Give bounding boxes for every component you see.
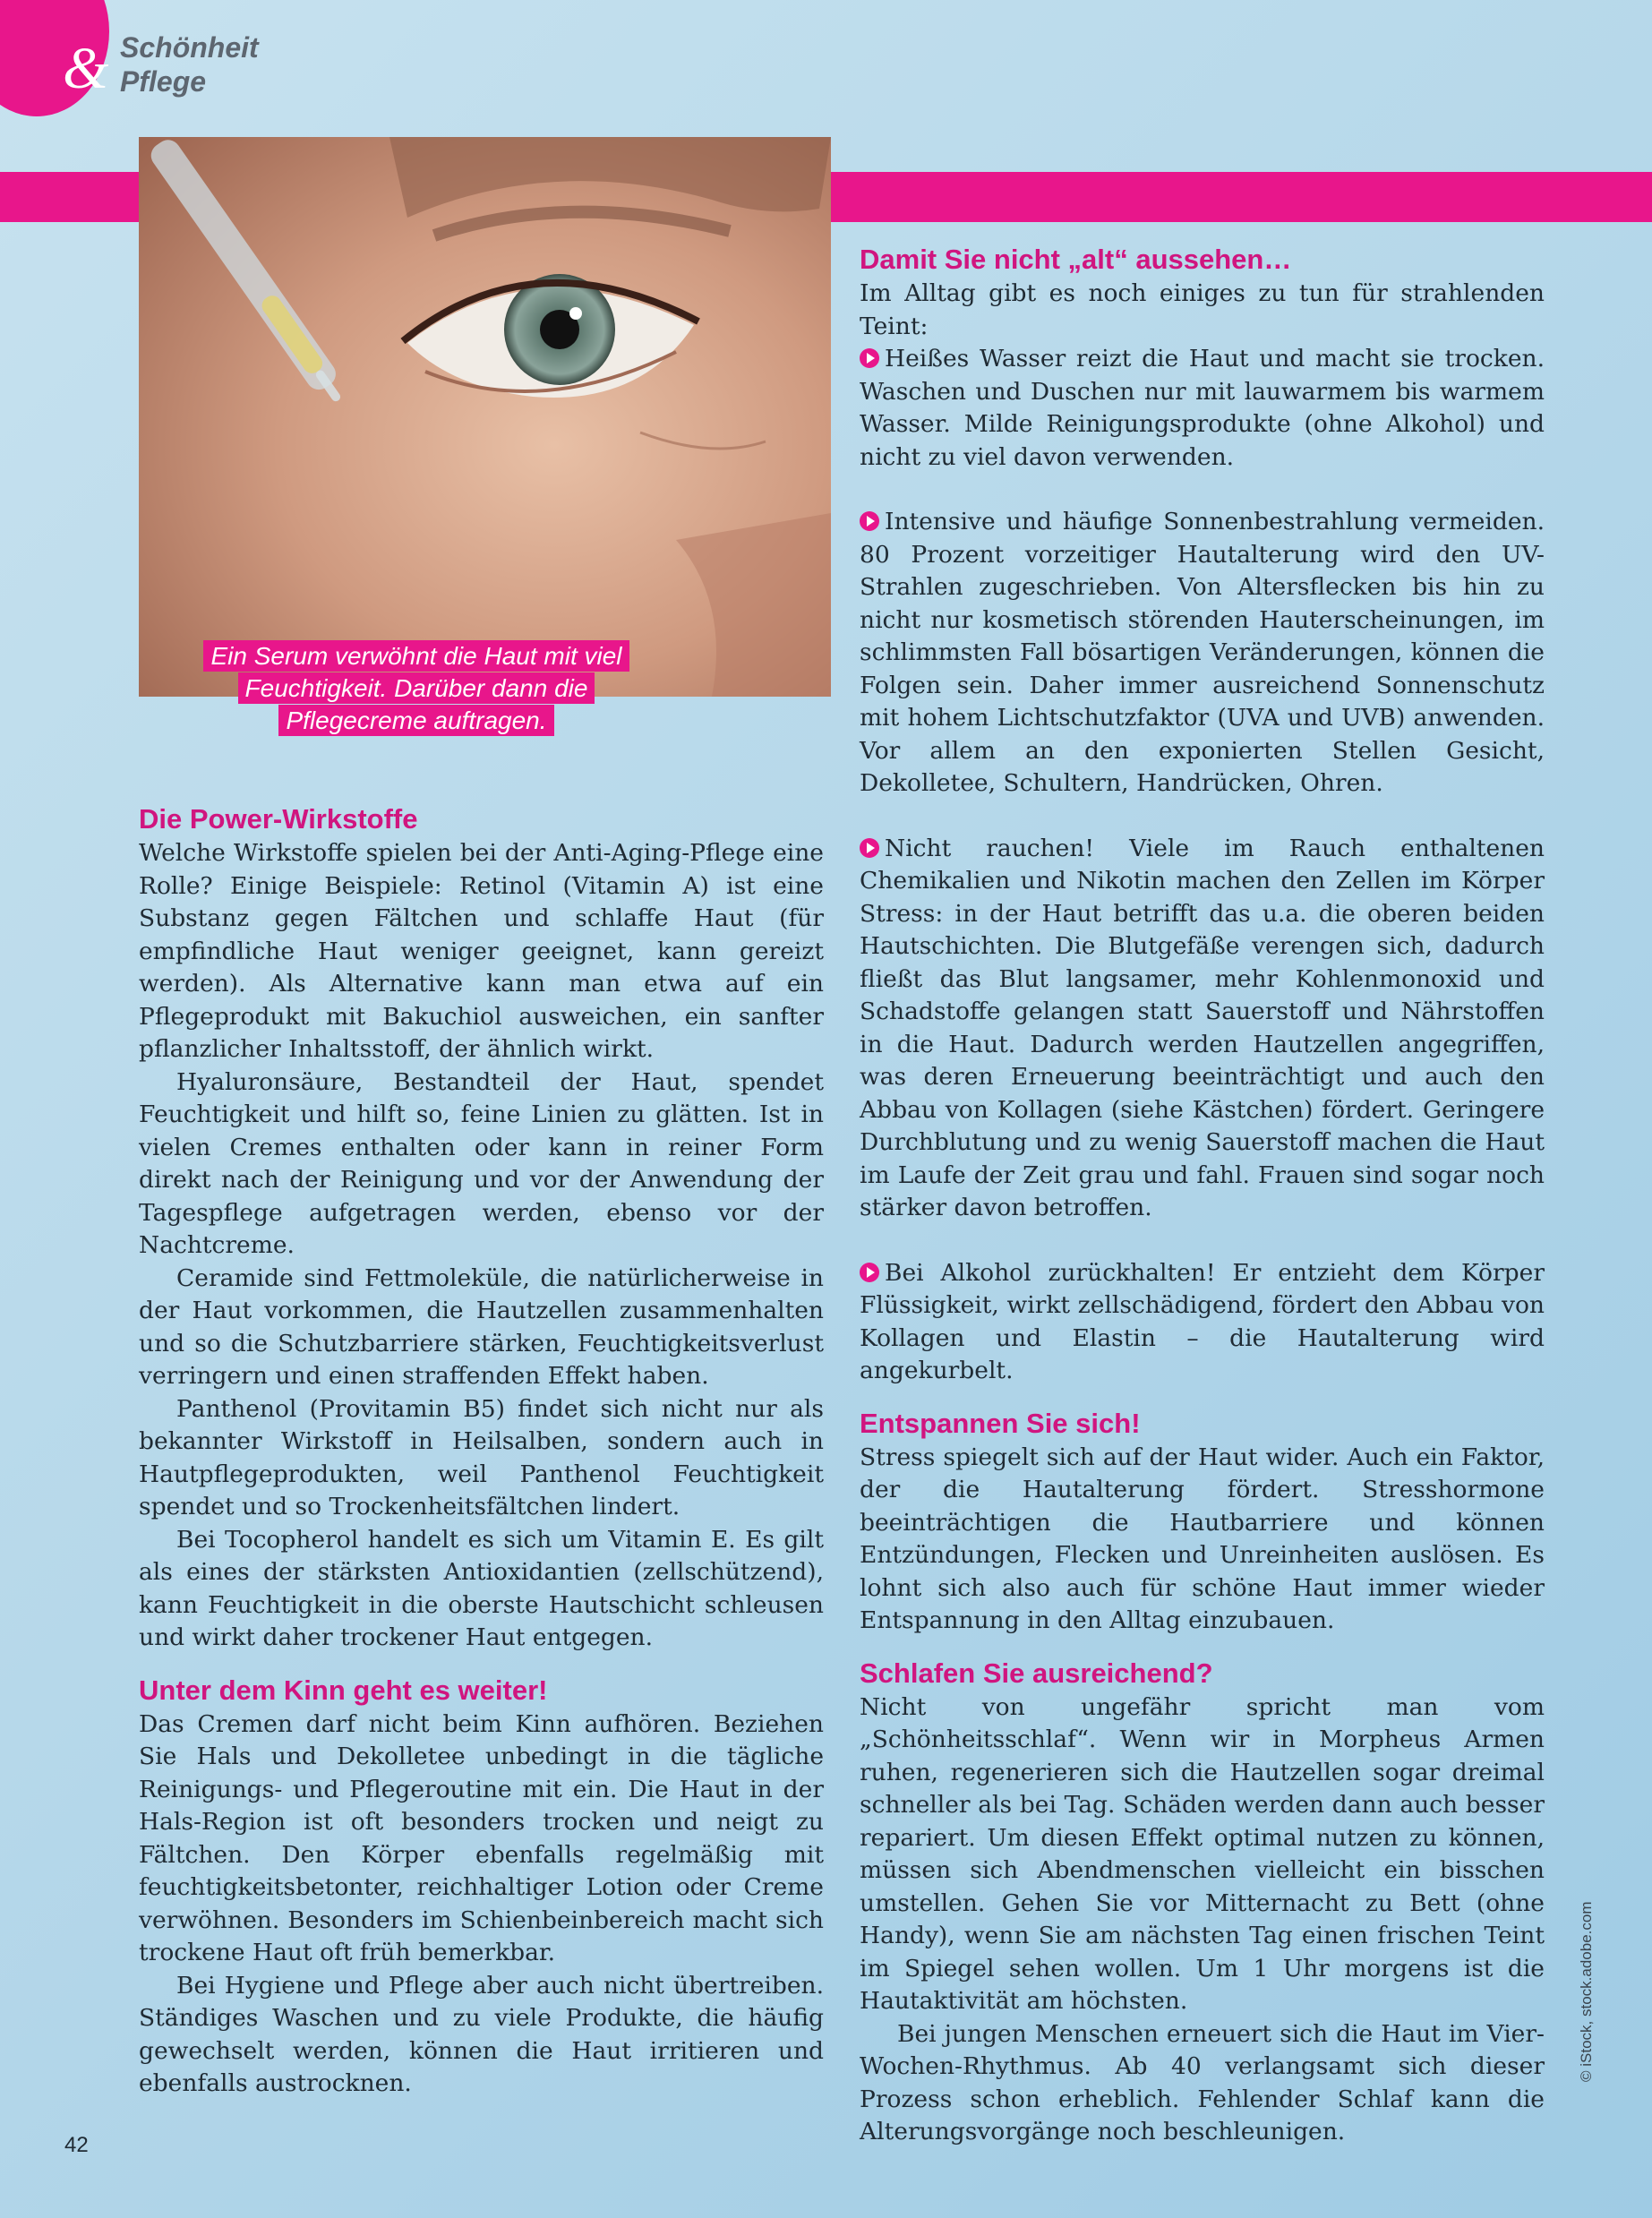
section-title-line2: Pflege bbox=[120, 65, 207, 98]
left-column bbox=[139, 801, 824, 2101]
page-number: 42 bbox=[64, 2133, 89, 2157]
paragraph: Im Alltag gibt es noch einiges zu tun für strahlenden Teint: bbox=[860, 279, 1545, 340]
section-title bbox=[120, 30, 259, 98]
paragraph: Bei jungen Menschen erneuert sich die Haut im Vier-Wochen-Rhythmus. Ab 40 verlangsamt sich dieser Prozess schon erheblich. Fehlender Schlaf kann die Alterungsvorgänge noch beschleunigen. bbox=[860, 2019, 1545, 2145]
paragraph: Welche Wirkstoffe spielen bei der Anti-Aging-Pflege eine Rolle? Einige Beispiele: Retinol (Vitamin A) ist eine Substanz gegen Fältchen und schlaffe Haut (für empfindliche Haut weniger geeignet, kann gereizt werden). Als Alternative kann man etwa auf ein Pflegeprodukt mit Bakuchiol ausweichen, ein sanfter pflanzlicher Inhaltsstoff, der ähnlich wirkt. bbox=[139, 839, 824, 1063]
heading-entspannen-sie-sich: Entspannen Sie sich! bbox=[860, 1407, 1141, 1439]
paragraph: Das Cremen darf nicht beim Kinn aufhören. Beziehen Sie Hals und Dekolletee unbedingt in die tägliche Reinigungs- und Pflegeroutine mit ein. Die Haut in der Hals-Region ist oft besonders trocken und neigt zu Fältchen. Den Körper ebenfalls regelmäßig mit feuchtigkeitsbetonter, reichhaltiger Lotion oder Creme verwöhnen. Besonders im Schienbeinbereich macht sich trockene Haut oft früh bemerkbar. bbox=[139, 1709, 824, 1966]
photo-caption bbox=[201, 640, 631, 737]
paragraph: Ceramide sind Fettmoleküle, die natürlicherweise in der Haut vorkommen, die Hautzellen zusammenhalten und so die Schutzbarriere stärken, Feuchtigkeitsverlust verringern und einen straffenden Effekt haben. bbox=[139, 1263, 824, 1390]
bullet-paragraph bbox=[860, 506, 1545, 801]
right-column bbox=[860, 242, 1545, 2149]
play-bullet-icon bbox=[860, 1263, 879, 1282]
bullet-paragraph bbox=[860, 833, 1545, 1225]
play-bullet-icon bbox=[860, 348, 879, 368]
play-bullet-icon bbox=[860, 511, 879, 531]
photo-caption-text: Ein Serum verwöhnt die Haut mit viel Feuchtigkeit. Darüber dann die Pflegecreme auftragen. bbox=[203, 640, 629, 736]
bullet-text: Heißes Wasser reizt die Haut und macht sie trocken. Waschen und Duschen nur mit lauwarmem bis warmem Wasser. Milde Reinigungsprodukte (ohne Alkohol) und nicht zu viel davon verwenden. bbox=[860, 345, 1545, 471]
eye-serum-photo bbox=[139, 137, 831, 697]
paragraph: Hyaluronsäure, Bestandteil der Haut, spendet Feuchtigkeit und hilft so, feine Linien zu glätten. Ist in vielen Cremes enthalten oder kann in reiner Form direkt nach der Reinigung und vor der Anwendung der Tagespflege aufgetragen werden, ebenso vor der Nachtcreme. bbox=[139, 1067, 824, 1259]
bullet-paragraph bbox=[860, 343, 1545, 474]
paragraph: Bei Hygiene und Pflege aber auch nicht übertreiben. Ständiges Waschen und zu viele Produkte, die häufig gewechselt werden, können die Haut irritieren und ebenfalls austrocknen. bbox=[139, 1971, 824, 2097]
heading-unter-dem-kinn: Unter dem Kinn geht es weiter! bbox=[139, 1674, 548, 1706]
section-title-line1: Schönheit bbox=[120, 31, 259, 64]
paragraph: Bei Tocopherol handelt es sich um Vitamin E. Es gilt als eines der stärksten Antioxidantien (zellschützend), kann Feuchtigkeit in die oberste Hautschicht schleusen und wirkt daher trockener Haut entgegen. bbox=[139, 1525, 824, 1651]
ampersand-mark: & bbox=[63, 36, 109, 101]
heading-schlafen-sie-ausreichend: Schlafen Sie ausreichend? bbox=[860, 1657, 1213, 1689]
paragraph: Panthenol (Provitamin B5) findet sich nicht nur als bekannter Wirkstoff in Heilsalben, sondern auch in Hautpflegeprodukten, weil Panthenol Feuchtigkeit spendet und so Trockenheitsfältchen lindert. bbox=[139, 1394, 824, 1520]
photo-credit: © iStock, stock.adobe.com bbox=[1578, 1901, 1595, 2082]
heading-damit-sie-nicht-alt-aussehen: Damit Sie nicht „alt“ aussehen… bbox=[860, 244, 1292, 275]
paragraph: Nicht von ungefähr spricht man vom „Schönheitsschlaf“. Wenn wir in Morpheus Armen ruhen, regenerieren sich die Hautzellen sogar dreimal schneller als bei Tag. Schäden werden dann auch besser repariert. Um diesen Effekt optimal nutzen zu können, müssen sich Abendmenschen vielleicht ein bisschen umstellen. Gehen Sie vor Mitternacht zu Bett (ohne Handy), wenn Sie am nächsten Tag einen frischen Teint im Spiegel sehen wollen. Um 1 Uhr morgens ist die Hautaktivität am höchsten. bbox=[860, 1692, 1545, 2015]
bullet-text: Bei Alkohol zurückhalten! Er entzieht dem Körper Flüssigkeit, wirkt zellschädigend, fördert den Abbau von Kollagen und Elastin – die Hautalterung wird angekurbelt. bbox=[860, 1258, 1545, 1384]
heading-power-wirkstoffe: Die Power-Wirkstoffe bbox=[139, 803, 418, 835]
bullet-text: Intensive und häufige Sonnenbestrahlung vermeiden. 80 Prozent vorzeitiger Hautalterung wird den UV-Strahlen zugeschrieben. Von Altersflecken bis hin zu nicht nur kosmetisch störenden Hauterscheinungen, im schlimmsten Fall bösartigen Veränderungen, können die Folgen sein. Daher immer ausreichend Sonnenschutz mit hohem Lichtschutzfaktor (UVA und UVB) anwenden. Vor allem an den exponierten Stellen Gesicht, Dekolletee, Schultern, Handrücken, Ohren. bbox=[860, 508, 1545, 797]
bullet-paragraph bbox=[860, 1257, 1545, 1388]
bullet-text: Nicht rauchen! Viele im Rauch enthaltenen Chemikalien und Nikotin machen den Zellen im Körper Stress: in der Haut betrifft das u.a. die oberen beiden Hautschichten. Die Blutgefäße verengen sich, dadurch fließt das Blut langsamer, mehr Kohlenmonoxid und Schadstoffe gelangen statt Sauerstoff und Nährstoffen in die Haut. Dadurch werden Hautzellen angegriffen, was deren Erneuerung beeinträchtigt und auch den Abbau von Kollagen (siehe Kästchen) fördert. Geringere Durchblutung und zu wenig Sauerstoff machen die Haut im Laufe der Zeit grau und fahl. Frauen sind sogar noch stärker davon betroffen. bbox=[860, 834, 1545, 1221]
paragraph: Stress spiegelt sich auf der Haut wider. Auch ein Faktor, der die Hautalterung fördert. Stresshormone beeinträchtigen die Hautbarriere und können Entzündungen, Flecken und Unreinheiten auslösen. Es lohnt sich also auch für schöne Haut immer wieder Entspannung in den Alltag einzubauen. bbox=[860, 1443, 1545, 1634]
play-bullet-icon bbox=[860, 838, 879, 858]
